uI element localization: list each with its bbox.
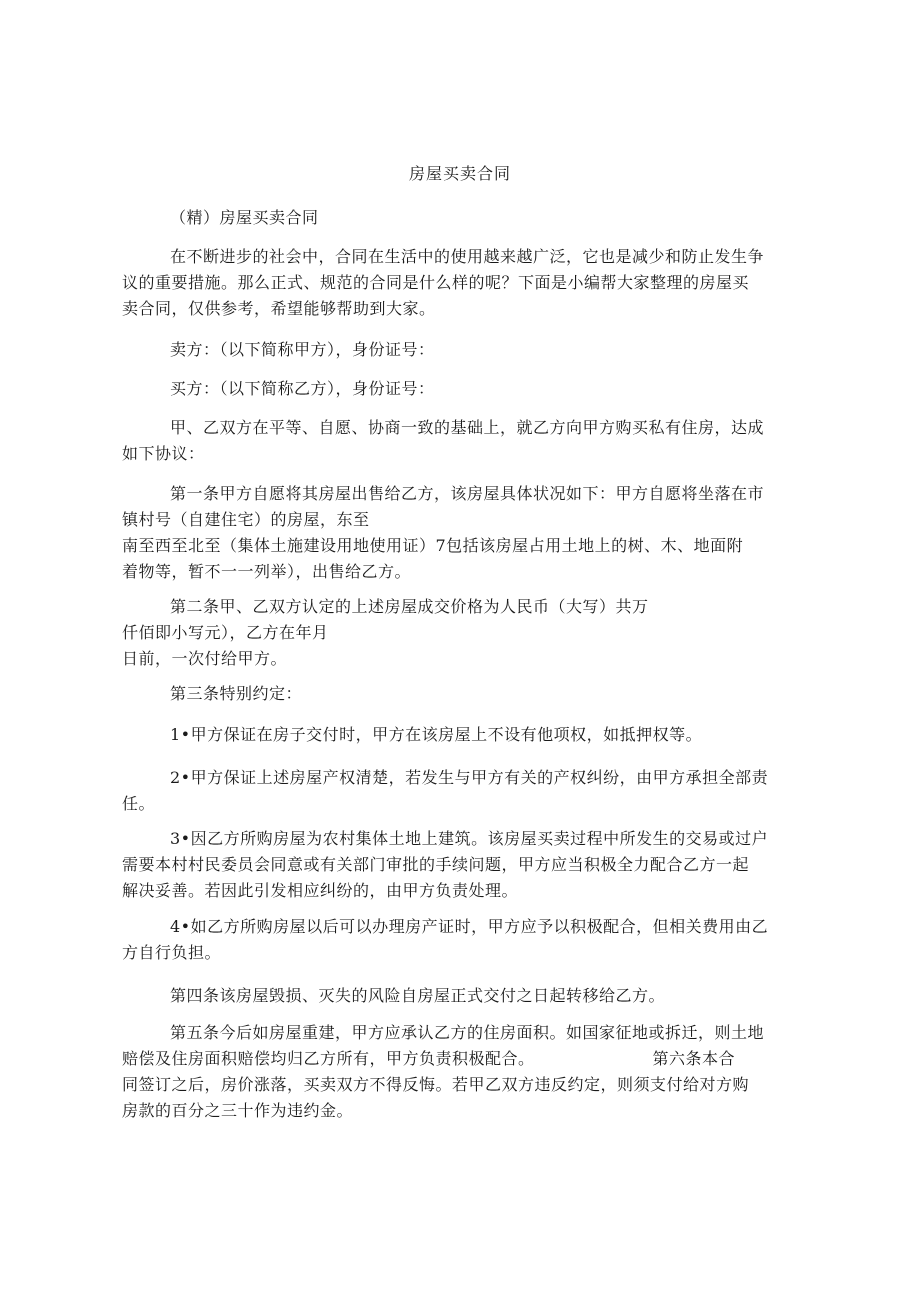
article-4-line: 第四条该房屋毁损、灭失的风险自房屋正式交付之日起转移给乙方。 <box>170 986 666 1005</box>
clause-2-paragraph <box>122 765 784 817</box>
clause-4-paragraph <box>122 914 784 966</box>
subtitle-paragraph <box>122 205 784 231</box>
document-title: 房屋买卖合同 <box>408 164 511 183</box>
article-2-paragraph <box>122 594 784 672</box>
clause-1-line: 1•甲方保证在房子交付时，甲方在该房屋上不设有他项权，如抵押权等。 <box>170 725 703 744</box>
clause-1-paragraph <box>122 722 784 748</box>
article-5-line: 第五条今后如房屋重建，甲方应承认乙方的住房面积。如国家征地或拆迁，则土地 <box>170 1023 765 1042</box>
clause-2-line: 任。 <box>122 794 156 813</box>
article-5-text: 赔偿及住房面积赔偿均归乙方所有，甲方负责积极配合。 <box>122 1049 535 1068</box>
article-6-line: 房款的百分之三十作为违约金。 <box>122 1101 354 1120</box>
article-2-line: 第二条甲、乙双方认定的上述房屋成交价格为人民币（大写）共万 <box>170 597 649 616</box>
article-1-paragraph <box>122 481 784 585</box>
agreement-paragraph <box>122 415 784 467</box>
article-1-line: 镇村号（自建住宅）的房屋，东至 <box>122 510 370 529</box>
article-1-line: 着物等，暂不一一列举），出售给乙方。 <box>122 562 412 581</box>
subtitle-text: （精）房屋买卖合同 <box>170 208 319 227</box>
article-2-line: 日前，一次付给甲方。 <box>122 649 288 668</box>
clause-3-line: 3•因乙方所购房屋为农村集体土地上建筑。该房屋买卖过程中所发生的交易或过户 <box>170 829 769 848</box>
clause-3-line: 解决妥善。若因此引发相应纠纷的，由甲方负责处理。 <box>122 881 519 900</box>
article-3-heading: 第三条特别约定： <box>170 684 303 703</box>
article-3-heading-paragraph <box>122 681 784 707</box>
clause-4-line: 4•如乙方所购房屋以后可以办理房产证时，甲方应予以积极配合，但相关费用由乙 <box>170 917 769 936</box>
article-2-line: 仟佰即小写元），乙方在年月 <box>122 623 329 642</box>
intro-line: 卖合同，仅供参考，希望能够帮助到大家。 <box>122 299 436 318</box>
article-1-line: 南至西至北至（集体土施建设用地使用证）7包括该房屋占用土地上的树、木、地面附 <box>122 536 744 555</box>
article-6-start: 第六条本合 <box>652 1049 736 1068</box>
intro-line: 在不断进步的社会中，合同在生活中的使用越来越广泛，它也是减少和防止发生争 <box>170 247 765 266</box>
buyer-line: 买方：（以下简称乙方），身份证号： <box>170 379 435 398</box>
seller-paragraph <box>122 337 784 363</box>
clause-4-line: 方自行负担。 <box>122 943 222 962</box>
article-1-line: 第一条甲方自愿将其房屋出售给乙方，该房屋具体状况如下：甲方自愿将坐落在市 <box>170 484 765 503</box>
seller-line: 卖方：（以下简称甲方），身份证号： <box>170 340 435 359</box>
article-5-paragraph <box>122 1020 784 1124</box>
buyer-paragraph <box>122 376 784 402</box>
clause-3-line: 需要本村村民委员会同意或有关部门审批的手续问题，甲方应当积极全力配合乙方一起 <box>122 855 750 874</box>
clause-2-line: 2•甲方保证上述房屋产权清楚，若发生与甲方有关的产权纠纷，由甲方承担全部责 <box>170 768 769 787</box>
intro-paragraph <box>122 244 784 322</box>
clause-3-paragraph <box>122 826 784 904</box>
agreement-line: 甲、乙双方在平等、自愿、协商一致的基础上，就乙方向甲方购买私有住房，达成 <box>170 418 765 437</box>
article-4-paragraph <box>122 983 784 1009</box>
agreement-line: 如下协议： <box>122 444 205 463</box>
article-6-line: 同签订之后，房价涨落，买卖双方不得反悔。若甲乙双方违反约定，则须支付给对方购 <box>122 1075 750 1094</box>
article-5-line <box>122 1046 784 1072</box>
intro-line: 议的重要措施。那么正式、规范的合同是什么样的呢？下面是小编帮大家整理的房屋买 <box>122 273 750 292</box>
